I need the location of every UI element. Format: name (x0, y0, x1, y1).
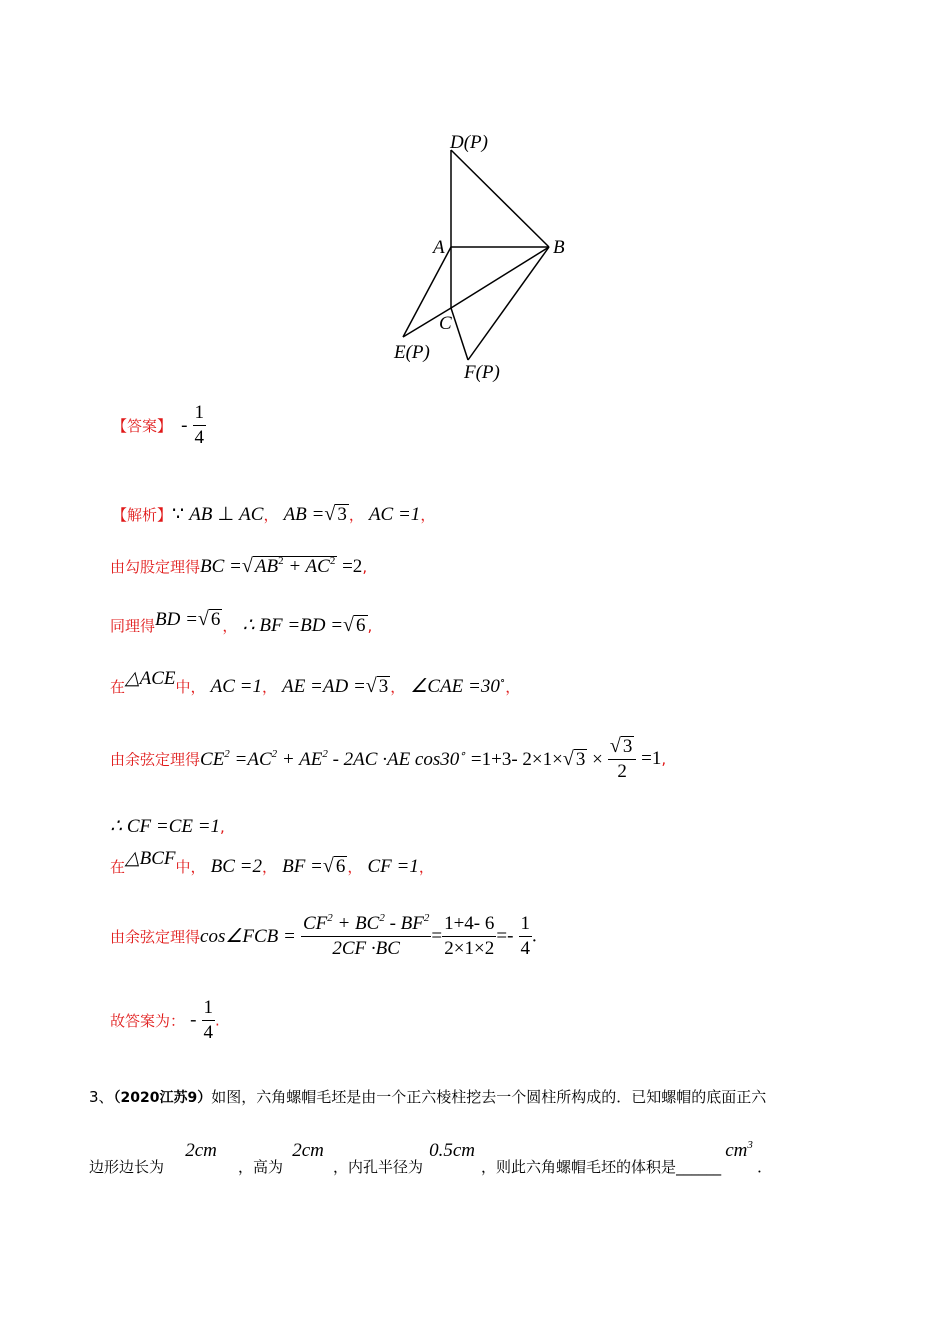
analysis-line-6: ∴ CF =CE =1, (110, 816, 225, 837)
final-fraction: $\frac{1}{4}$ (203, 997, 214, 1043)
answer-tag: 【答案】 (112, 417, 173, 435)
analysis-line-2: 由勾股定理得BC =√ $AB^2 + AC^2 =2$, (110, 555, 368, 577)
segment-cf (451, 308, 468, 360)
analysis-line-5: 由余弦定理得$CE^2 =AC^2 + AE^2 - 2AC \cdot AE$ cos30∘ =1+3- 2×1×√ 3 × $\frac{√ 3}{2}$ =1, (110, 735, 667, 782)
question-3-line-2: 边形边长为2cm，高为2cm，内孔半径为0.5cm，则此六角螺帽毛坯的体积是$\_\_\_\_\_\_cm^3$． (89, 1139, 773, 1176)
label-f: F(P) (464, 362, 500, 383)
answer-fraction: $\frac{1}{4}$ (194, 402, 205, 448)
cosine-fraction: $\frac{CF^2 + BC^2 - BF^2}{2CF \cdot BC}$ (302, 912, 430, 959)
sqrt3-over-2: $\frac{√ 3}{2}$ (608, 735, 636, 783)
analysis-line-8: 由余弦定理得cos∠FCB = $\frac{CF^2 + BC^2 - BF^2}{2CF \cdot BC}$ = $\frac{1+4- 6}{2\times 1\times 2}$ =- $\frac{1}{4}$ . (110, 912, 537, 959)
question-number: 3、 (89, 1088, 114, 1106)
answer-blank[interactable]: ______ (676, 1158, 722, 1176)
result-fraction: $\frac{1}{4}$ (520, 913, 531, 959)
geometry-figure (380, 120, 570, 390)
segment-fb (468, 247, 549, 360)
question-source: （2020江苏9） (113, 1090, 212, 1106)
question-3-line-1: 3、（2020江苏9）如图，六角螺帽毛坯是由一个正六棱柱挖去一个圆柱所构成的．已知螺帽的底面正六 (89, 1088, 767, 1106)
label-d: D(P) (450, 132, 488, 153)
analysis-line-3: 同理得BD =√ 6 ， ∴ BF =BD =√ 6 , (110, 608, 373, 636)
label-c: C (439, 313, 452, 334)
answer-sign: - (181, 414, 188, 436)
analysis-line-4: 在△ACE中， AC =1， AE =AD =√ 3 ， ∠CAE =30∘， (110, 668, 521, 697)
analysis-line-7: 在△BCF中， BC =2， BF =√ 6 ， CF =1， (110, 848, 434, 877)
segment-cb (451, 247, 549, 308)
label-a: A (433, 237, 445, 258)
answer-line (112, 402, 206, 449)
segment-db (451, 150, 549, 247)
analysis-line-9: 故答案为： - $\frac{1}{4}$ . (110, 997, 220, 1043)
label-b: B (553, 237, 565, 258)
label-e: E(P) (394, 342, 430, 363)
numeric-fraction: $\frac{1+4- 6}{2\times 1\times 2}$ (444, 913, 495, 959)
analysis-tag: 【解析】 (112, 506, 173, 524)
analysis-line-1: 【解析】∵ AB ⊥ AC， AB =√ 3 ， AC =1， (112, 503, 436, 525)
